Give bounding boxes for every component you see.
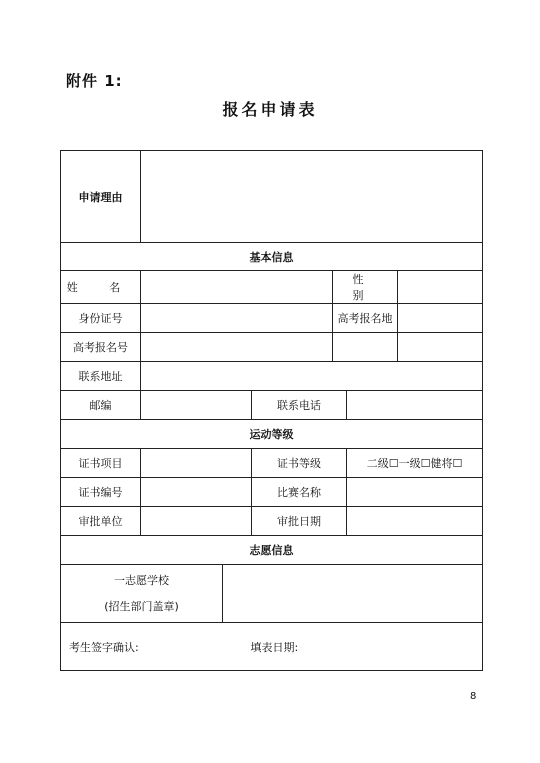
address-field[interactable] (141, 362, 483, 391)
cert-item-field[interactable] (141, 449, 252, 478)
phone-field[interactable] (347, 391, 483, 420)
competition-label: 比赛名称 (252, 478, 347, 507)
cert-item-label: 证书项目 (61, 449, 141, 478)
signature-label: 考生签字确认: (69, 640, 139, 654)
exam-location-field[interactable] (398, 304, 483, 333)
first-choice-school-text: 一志愿学校 (114, 573, 169, 587)
exam-number-extra-field[interactable] (333, 333, 398, 362)
attachment-label: 附件 1: (66, 72, 123, 90)
first-choice-school-field[interactable] (223, 565, 483, 623)
name-label: 姓 名 (61, 271, 141, 304)
section-preference-info: 志愿信息 (61, 536, 483, 565)
postcode-field[interactable] (141, 391, 252, 420)
application-form (60, 150, 483, 671)
cert-number-field[interactable] (141, 478, 252, 507)
reason-field[interactable] (141, 151, 483, 243)
name-field[interactable] (141, 271, 333, 304)
id-number-field[interactable] (141, 304, 333, 333)
competition-field[interactable] (347, 478, 483, 507)
exam-number-field[interactable] (141, 333, 333, 362)
approval-unit-label: 审批单位 (61, 507, 141, 536)
stamp-note: (招生部门盖章) (104, 599, 179, 613)
address-label: 联系地址 (61, 362, 141, 391)
cert-level-label: 证书等级 (252, 449, 347, 478)
gender-field[interactable] (398, 271, 483, 304)
postcode-label: 邮编 (61, 391, 141, 420)
form-title: 报名申请表 (222, 100, 318, 119)
first-choice-school-label (61, 565, 223, 623)
exam-number-label: 高考报名号 (61, 333, 141, 362)
exam-number-extra-field-2[interactable] (398, 333, 483, 362)
section-basic-info: 基本信息 (61, 243, 483, 271)
page-number: 8 (470, 691, 477, 702)
footer-row (61, 623, 483, 671)
gender-label: 性 别 (333, 271, 398, 304)
section-sport-level: 运动等级 (61, 420, 483, 449)
approval-date-label: 审批日期 (252, 507, 347, 536)
fill-date-label: 填表日期: (250, 640, 299, 654)
reason-label: 申请理由 (61, 151, 141, 243)
cert-level-options[interactable]: 二级☐一级☐健将☐ (347, 449, 483, 478)
id-number-label: 身份证号 (61, 304, 141, 333)
exam-location-label: 高考报名地 (333, 304, 398, 333)
approval-date-field[interactable] (347, 507, 483, 536)
cert-number-label: 证书编号 (61, 478, 141, 507)
phone-label: 联系电话 (252, 391, 347, 420)
approval-unit-field[interactable] (141, 507, 252, 536)
